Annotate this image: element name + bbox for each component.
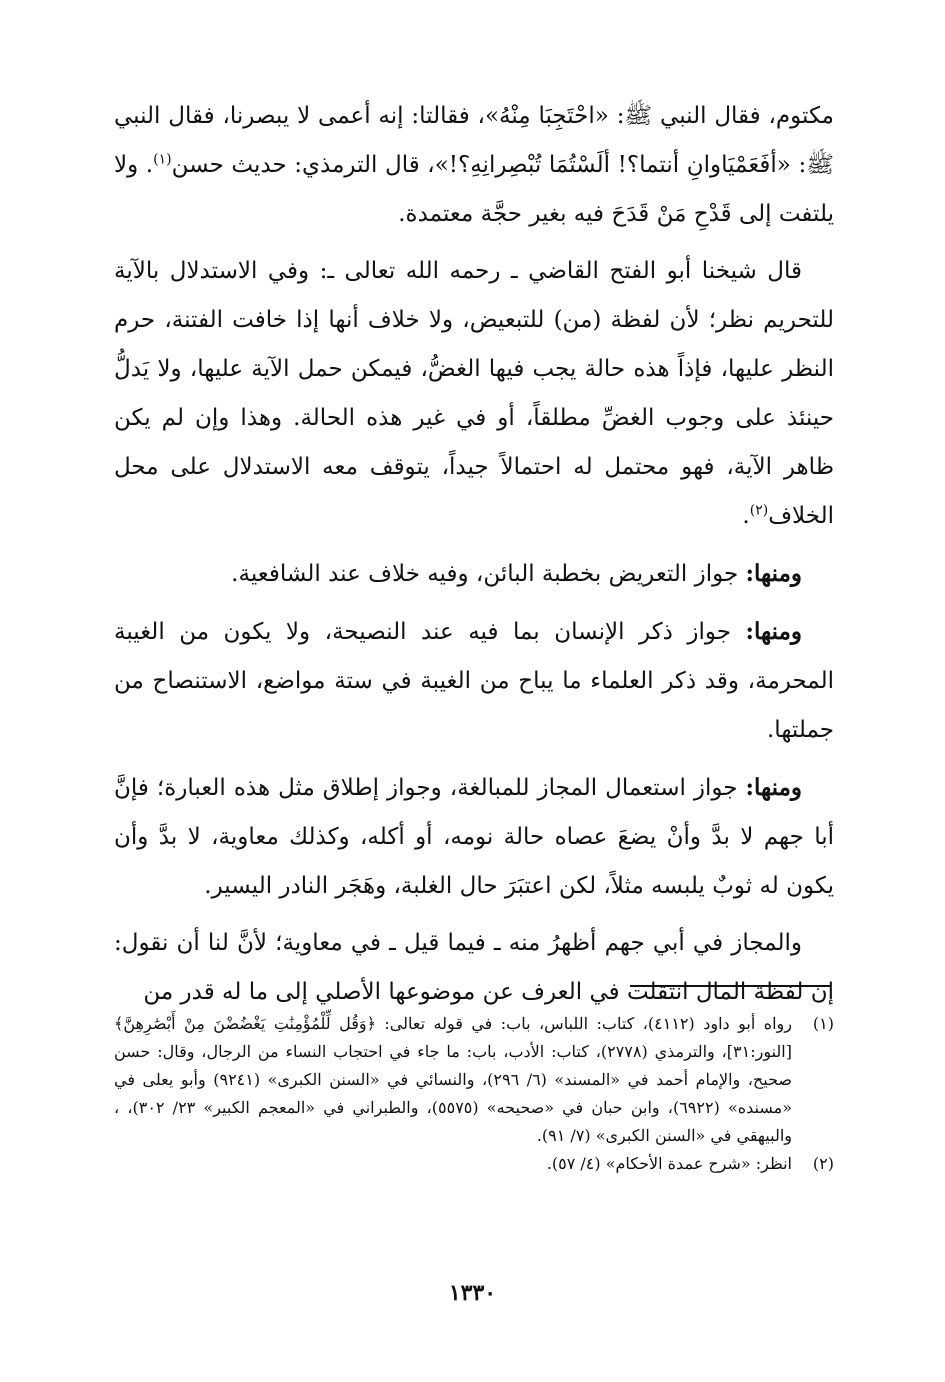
page-number: ١٣٣٠ [448,1280,497,1306]
paragraph-3 [114,549,834,599]
footnote-1-number: (١) [812,1014,834,1033]
paragraph-1-tail: . ولا يلتفت إلى قَدْحِ مَنْ قَدَحَ فيه بغير حجَّة معتمدة. [114,152,834,227]
footnote-1-text: رواه أبو داود (٤١١٢)، كتاب: اللباس، باب: في قوله تعالى: ﴿وَقُل لِّلْمُؤْمِنَٰتِ يَغْضُضْنَ مِنْ أَبْصَٰرِهِنَّ﴾[النور:٣١]، والترمذي (٢٧٧٨)، كتاب: الأدب، باب: ما جاء في احتجاب النساء من الرجال، وقال: حسن صحيح، والإمام أحمد في «المسند» (٦/ ٢٩٦)، والنسائي في «السنن الكبرى» (٩٢٤١) وأبو يعلى في «مسنده» (٦٩٢٢)، وابن حبان في «صحيحه» (٥٥٧٥)، والطبراني في «المعجم الكبير» ٢٣/ ٣٠٢)، ، والبيهقي في «السنن الكبرى» (٧/ ٩١). [114,1014,793,1145]
footnote-1 [114,1010,834,1150]
paragraph-2-text: قال شيخنا أبو الفتح القاضي ـ رحمه الله تعالى ـ: وفي الاستدلال بالآية للتحريم نظر؛ لأن لفظة (من) للتبعيض، ولا خلاف أنها إذا خافت الفتنة، حرم النظر عليها، فإذاً هذه حالة يجب فيها الغضُّ، فيمكن حمل الآية عليها، ولا يَدلُّ حينئذ على وجوب الغضِّ مطلقاً، أو في غير هذه الحالة. وهذا وإن لم يكن ظاهر الآية، فهو محتمل له احتمالاً جيداً، يتوقف معه الاستدلال على محل الخلاف [114,258,834,529]
paragraph-5 [114,763,834,911]
footnote-2 [114,1150,834,1178]
paragraph-4 [114,607,834,755]
footnote-ref-2: (٢) [749,502,769,519]
footnote-ref-1: (١) [153,151,172,168]
paragraph-2: قال شيخنا أبو الفتح القاضي ـ رحمه الله تعالى ـ: وفي الاستدلال بالآية للتحريم نظر؛ لأن لفظة (من) للتبعيض، ولا خلاف أنها إذا خافت الفتنة، حرم النظر عليها، فإذاً هذه حالة يجب فيها الغضُّ، فيمكن حمل الآية عليها، ولا يَدلُّ حينئذ على وجوب الغضِّ مطلقاً، أو في غير هذه الحالة. وهذا وإن لم يكن ظاهر الآية، فهو محتمل له احتمالاً جيداً، يتوقف معه الاستدلال على محل الخلاف$^{(٢)}$. [114,258,834,529]
lead-word: ومنها: [745,618,802,645]
footnote-divider [630,985,830,987]
paragraph-1 [114,92,834,239]
paragraph-5-text: جواز استعمال المجاز للمبالغة، وجواز إطلاق مثل هذه العبارة؛ فإنَّ أبا جهم لا بدَّ وأنْ يضعَ عصاه حالة نومه، أو أكله، وكذلك معاوية، لا بدَّ وأن يكون له ثوبٌ يلبسه مثلاً، لكن اعتبَرَ حال الغلبة، وهَجَر النادر اليسير. [114,775,834,899]
footnote-2-number: (٢) [812,1154,834,1173]
paragraph-4-text: جواز ذكر الإنسان بما فيه عند النصيحة، ولا يكون من الغيبة المحرمة، وقد ذكر العلماء ما يباح من الغيبة في ستة مواضع، الاستنصاح من جملتها. [114,619,834,743]
lead-word: ومنها: [745,560,802,587]
main-text [114,92,834,1025]
paragraph-6-text: والمجاز في أبي جهم أظهرُ منه ـ فيما قيل ـ في معاوية؛ لأنَّ لنا أن نقول: إن لفظة المال انتقلت في العرف عن موضوعها الأصلي إلى ما له قدر من [114,930,834,1005]
paragraph-3-text: جواز التعريض بخطبة البائن، وفيه خلاف عند الشافعية. [231,561,739,587]
paragraph-1-text: مكتوم، فقال النبي ﷺ: «احْتَجِبَا مِنْهُ»، فقالتا: إنه أعمى لا يبصرنا، فقال النبي ﷺ: «أفَعَمْيَاوانِ أنتما؟! ألَسْتُمَا تُبْصِرانِهِ؟!»، قال الترمذي: حديث حسن [114,103,834,178]
paragraph-6 [114,919,834,1017]
footnotes [114,1010,834,1178]
footnote-2-text: انظر: «شرح عمدة الأحكام» (٤/ ٥٧). [546,1154,792,1173]
lead-word: ومنها: [745,774,802,801]
